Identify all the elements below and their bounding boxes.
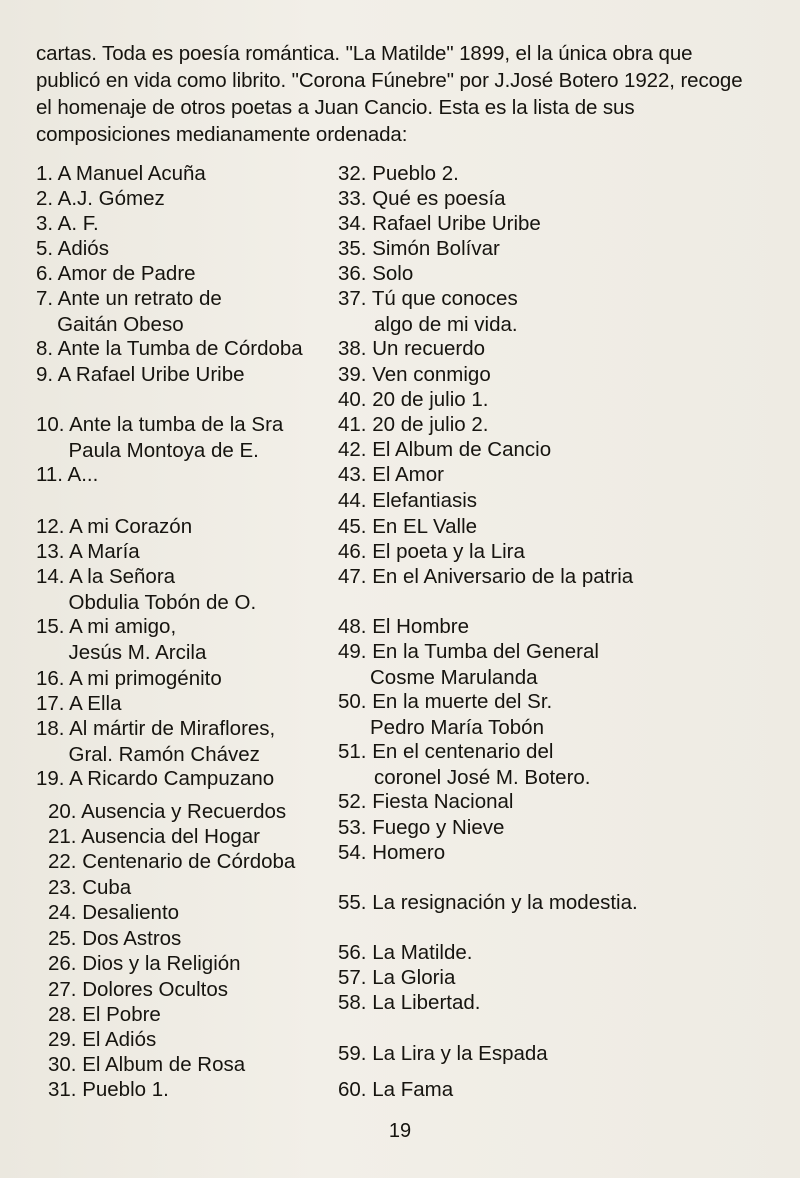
poem-title-continuation: coronel José M. Botero. (374, 765, 591, 789)
poem-number: 58. (338, 991, 367, 1014)
poem-list-item (48, 849, 295, 875)
poem-title: En la Tumba del General (366, 640, 599, 663)
poem-title: En el centenario del (366, 740, 554, 763)
poem-number: 15. (36, 615, 65, 638)
poem-title: Elefantiasis (366, 489, 478, 512)
poem-number: 30. (48, 1053, 77, 1076)
poem-title: Un recuerdo (366, 337, 486, 360)
poem-list-item (338, 488, 477, 514)
poem-number: 52. (338, 790, 367, 813)
poem-title-continuation: Jesús M. Arcila (68, 640, 207, 664)
poem-list-item (48, 799, 286, 825)
poem-title: En la muerte del Sr. (366, 690, 553, 713)
poem-number: 36. (338, 262, 367, 285)
poem-title: A Manuel Acuña (53, 162, 206, 185)
poem-list-item (48, 1077, 169, 1103)
poem-list-item (338, 815, 504, 841)
poem-list-item (338, 437, 551, 463)
poem-list-item (36, 362, 245, 388)
poem-number: 17. (36, 692, 65, 715)
poem-list-item (338, 564, 633, 590)
poem-number: 1. (36, 162, 54, 185)
poem-title: A Ella (64, 692, 122, 715)
poem-title: A... (62, 463, 99, 486)
poem-title: Ante la Tumba de Córdoba (53, 337, 303, 360)
poem-title: Simón Bolívar (366, 237, 500, 260)
poem-number: 48. (338, 615, 367, 638)
poem-title-continuation: Gaitán Obeso (57, 312, 184, 336)
poem-number: 20. (48, 800, 77, 823)
poem-title: Adiós (53, 237, 109, 260)
poem-title: Tú que conoces (366, 287, 518, 310)
poem-list-item (48, 926, 181, 952)
poem-list-item (338, 614, 469, 640)
poem-title: El Amor (366, 463, 444, 486)
poem-list-item (338, 840, 445, 866)
poem-list-item (36, 716, 275, 767)
poem-number: 53. (338, 816, 367, 839)
poem-title-continuation: Cosme Marulanda (370, 665, 538, 689)
poem-number: 24. (48, 901, 77, 924)
poem-title-continuation: Pedro María Tobón (370, 715, 544, 739)
poem-number: 21. (48, 825, 77, 848)
poem-list-item (36, 211, 99, 237)
poem-title: Ausencia y Recuerdos (76, 800, 287, 823)
poem-number: 8. (36, 337, 54, 360)
poem-number: 10. (36, 413, 65, 436)
poem-title: El Album de Rosa (76, 1053, 246, 1076)
poem-number: 50. (338, 690, 367, 713)
poem-title-continuation: algo de mi vida. (374, 312, 518, 336)
poem-number: 22. (48, 850, 77, 873)
poem-title: Qué es poesía (366, 187, 506, 210)
poem-title: Ante la tumba de la Sra (64, 413, 284, 436)
poem-number: 5. (36, 237, 54, 260)
poem-title: La Libertad. (366, 991, 481, 1014)
poem-number: 12. (36, 515, 65, 538)
poem-list-item (338, 362, 491, 388)
poem-number: 43. (338, 463, 367, 486)
poem-title: A mi Corazón (64, 515, 193, 538)
poem-number: 60. (338, 1078, 367, 1101)
poem-number: 7. (36, 287, 54, 310)
poem-number: 26. (48, 952, 77, 975)
poem-list-item (338, 387, 488, 413)
poem-list-item (48, 900, 179, 926)
poem-title-continuation: Paula Montoya de E. (68, 438, 259, 462)
poem-number: 35. (338, 237, 367, 260)
poem-title: 20 de julio 2. (366, 413, 489, 436)
poem-number: 46. (338, 540, 367, 563)
poem-list-item (338, 689, 552, 740)
poem-list-item (338, 990, 480, 1016)
poem-list-item (36, 539, 140, 565)
poem-title: La Matilde. (366, 941, 473, 964)
poem-title: El Album de Cancio (366, 438, 552, 461)
poem-list-item (338, 965, 455, 991)
poem-number: 44. (338, 489, 367, 512)
poem-number: 27. (48, 978, 77, 1001)
poem-number: 49. (338, 640, 367, 663)
poem-title: A mi amigo, (64, 615, 177, 638)
poem-number: 56. (338, 941, 367, 964)
poem-title: Amor de Padre (53, 262, 196, 285)
poem-title: La Lira y la Espada (366, 1042, 548, 1065)
poem-list-item (36, 236, 109, 262)
poem-list-item (338, 940, 472, 966)
poem-number: 47. (338, 565, 367, 588)
poem-number: 39. (338, 363, 367, 386)
poem-title: El Adiós (76, 1028, 157, 1051)
poem-list-item (36, 614, 206, 665)
poem-number: 33. (338, 187, 367, 210)
poem-title: A la Señora (64, 565, 176, 588)
page-number: 19 (388, 1120, 412, 1142)
poem-list-item (338, 161, 459, 187)
poem-number: 25. (48, 927, 77, 950)
poem-list-item (338, 1077, 453, 1103)
poem-title: La Gloria (366, 966, 456, 989)
poem-number: 41. (338, 413, 367, 436)
poem-number: 45. (338, 515, 367, 538)
poem-title: Fuego y Nieve (366, 816, 505, 839)
poem-list-item (338, 236, 500, 262)
poem-title: Homero (366, 841, 446, 864)
poem-title: Pueblo 2. (366, 162, 459, 185)
poem-list-item (36, 564, 256, 615)
poem-title: A María (64, 540, 140, 563)
poem-title: A. F. (53, 212, 99, 235)
poem-list-item (338, 211, 541, 237)
poem-number: 19. (36, 767, 65, 790)
poem-title: En EL Valle (366, 515, 478, 538)
poem-title-continuation: Gral. Ramón Chávez (68, 742, 260, 766)
poem-title: El poeta y la Lira (366, 540, 525, 563)
poem-title: El Hombre (366, 615, 470, 638)
poem-title-continuation: Obdulia Tobón de O. (68, 590, 257, 614)
poem-list-item (48, 824, 260, 850)
poem-number: 57. (338, 966, 367, 989)
poem-number: 9. (36, 363, 54, 386)
poem-list-item (48, 1002, 161, 1028)
poem-number: 32. (338, 162, 367, 185)
poem-title: Ausencia del Hogar (76, 825, 260, 848)
poem-number: 42. (338, 438, 367, 461)
poem-list-item (338, 739, 591, 790)
poem-number: 40. (338, 388, 367, 411)
poem-number: 34. (338, 212, 367, 235)
poem-title: Rafael Uribe Uribe (366, 212, 541, 235)
poem-title: La Fama (366, 1078, 454, 1101)
poem-title: Dos Astros (76, 927, 182, 950)
poem-number: 51. (338, 740, 367, 763)
poem-list-item (36, 336, 303, 362)
poem-number: 29. (48, 1028, 77, 1051)
intro-paragraph: cartas. Toda es poesía romántica. "La Matilde" 1899, el la única obra que publicó en vida como librito. "Corona Fúnebre" por J.José Botero 1922, recoge el homenaje de otros poetas a Juan Cancio. Esta es la lista de sus composiciones medianamente ordenada: (36, 42, 743, 146)
poem-list-item (338, 186, 506, 212)
poem-title: Fiesta Nacional (366, 790, 514, 813)
poem-list-item (36, 186, 165, 212)
poem-list-item (36, 462, 98, 488)
poem-number: 18. (36, 717, 65, 740)
poem-list-item (36, 286, 222, 337)
poem-title: A mi primogénito (64, 667, 222, 690)
poem-title: 20 de julio 1. (366, 388, 489, 411)
poem-title: Ven conmigo (366, 363, 491, 386)
poem-list-item (48, 1027, 156, 1053)
poem-list-item (338, 639, 599, 690)
poem-list-item (36, 766, 274, 792)
poem-number: 3. (36, 212, 54, 235)
poem-list-item (338, 462, 444, 488)
poem-number: 16. (36, 667, 65, 690)
poem-number: 54. (338, 841, 367, 864)
poem-list-item (338, 539, 525, 565)
poem-list-item (36, 666, 222, 692)
poem-title: En el Aniversario de la patria (366, 565, 634, 588)
poem-list-item (338, 514, 477, 540)
poem-title: Pueblo 1. (76, 1078, 169, 1101)
poem-title: Centenario de Córdoba (76, 850, 296, 873)
poem-title: Dolores Ocultos (76, 978, 229, 1001)
poem-title: Solo (366, 262, 414, 285)
poem-number: 6. (36, 262, 54, 285)
poem-list-item (338, 286, 518, 337)
poem-number: 38. (338, 337, 367, 360)
poem-number: 31. (48, 1078, 77, 1101)
poem-list-item (338, 1041, 548, 1067)
poem-list-item (48, 951, 241, 977)
poem-list-item (48, 875, 131, 901)
poem-number: 55. (338, 891, 367, 914)
poem-number: 28. (48, 1003, 77, 1026)
poem-title: A Ricardo Campuzano (64, 767, 275, 790)
poem-number: 37. (338, 287, 367, 310)
poem-list-item (338, 336, 485, 362)
poem-list-item (338, 789, 513, 815)
poem-title: Cuba (76, 876, 132, 899)
poem-title: Ante un retrato de (53, 287, 222, 310)
poem-title: El Pobre (76, 1003, 161, 1026)
poem-number: 2. (36, 187, 54, 210)
poem-list-item (36, 691, 122, 717)
poem-number: 14. (36, 565, 65, 588)
poem-title: A.J. Gómez (53, 187, 165, 210)
poem-list-item (36, 161, 206, 187)
poem-list-item (48, 1052, 245, 1078)
poem-title: Al mártir de Miraflores, (64, 717, 276, 740)
poem-list-item (48, 977, 228, 1003)
poem-list-item (338, 890, 638, 916)
poem-number: 13. (36, 540, 65, 563)
poem-title: Dios y la Religión (76, 952, 241, 975)
poem-list-item (36, 261, 196, 287)
poem-list-item (338, 412, 488, 438)
poem-list-item (36, 514, 192, 540)
poem-number: 23. (48, 876, 77, 899)
poem-title: A Rafael Uribe Uribe (53, 363, 245, 386)
poem-number: 59. (338, 1042, 367, 1065)
poem-title: Desaliento (76, 901, 180, 924)
poem-list-item (338, 261, 413, 287)
poem-number: 11. (36, 463, 63, 486)
poem-list-item (36, 412, 283, 463)
poem-title: La resignación y la modestia. (366, 891, 638, 914)
